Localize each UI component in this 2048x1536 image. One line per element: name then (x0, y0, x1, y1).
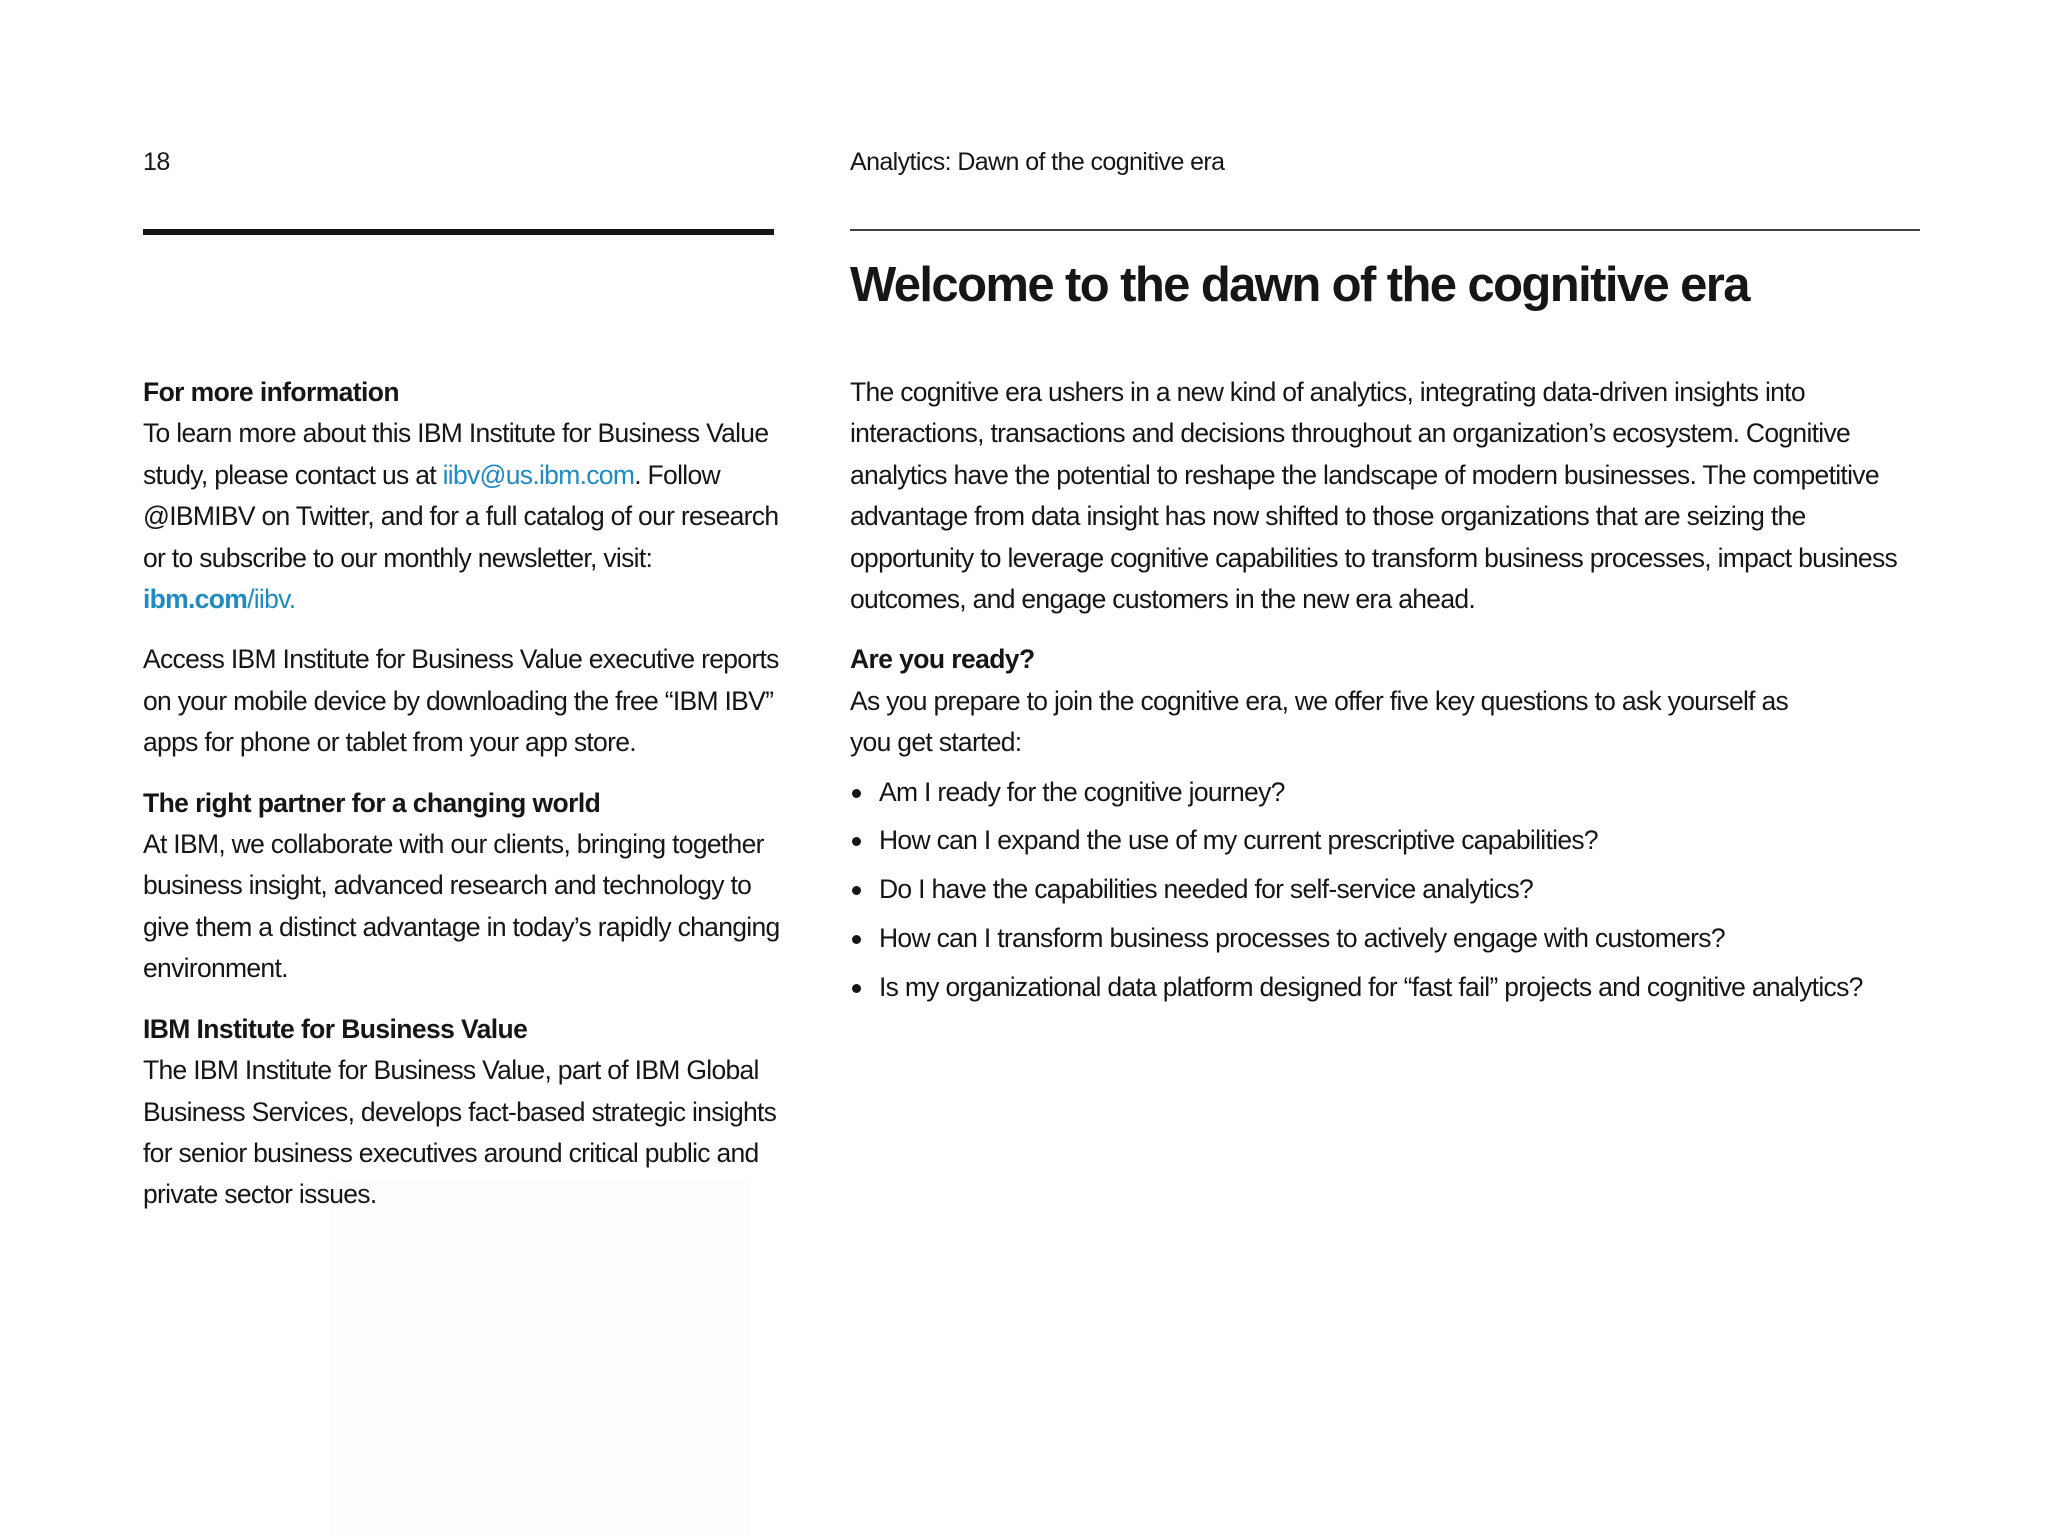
question-text: Is my organizational data platform designed for “fast fail” projects and cognitive analytics? (879, 971, 1863, 1002)
right-column-rule (850, 229, 1920, 231)
list-item (850, 918, 1930, 959)
bullet-icon (852, 837, 861, 846)
list-item (850, 967, 1930, 1008)
more-info-section (143, 372, 783, 620)
ready-section (850, 639, 1930, 763)
more-info-text-start: To learn more about this IBM Institute for Business Value study, please contact us at (143, 418, 769, 490)
more-info-text-middle: . Follow @IBMIBV on Twitter, and for a full catalog of our research or to subscribe to our monthly newsletter, visit: (143, 459, 779, 573)
mobile-apps-text: Access IBM Institute for Business Value executive reports on your mobile device by downloading the free “IBM IBV” apps for phone or tablet from your app store. (143, 644, 779, 758)
question-text: How can I expand the use of my current prescriptive capabilities? (879, 825, 1598, 856)
website-link-domain: ibm.com (143, 584, 248, 615)
questions-list (850, 772, 1930, 1009)
bullet-icon (852, 935, 861, 944)
page-title: Welcome to the dawn of the cognitive era (850, 258, 1749, 312)
email-link[interactable]: iibv@us.ibm.com (442, 459, 635, 490)
main-column (850, 372, 1930, 1016)
sidebar-column (143, 372, 783, 1235)
intro-text: The cognitive era ushers in a new kind of analytics, integrating data-driven insights into interactions, transactions and decisions throughout an organization’s ecosystem. Cognitive analytics have the potential to reshape the landscape of modern businesses. The competitive advantage from data insight has now shifted to those organizations that are seizing the opportunity to leverage cognitive capabilities to transform business processes, impact business outcomes, and engage customers in the new era ahead. (850, 377, 1898, 615)
running-head: Analytics: Dawn of the cognitive era (850, 148, 1225, 176)
bullet-icon (852, 886, 861, 895)
list-item (850, 869, 1930, 910)
more-info-text (143, 413, 783, 620)
ready-text: As you prepare to join the cognitive era, we offer five key questions to ask yourself as you get started: (850, 685, 1789, 758)
website-link[interactable] (143, 584, 295, 614)
list-item (850, 820, 1930, 861)
bullet-icon (852, 789, 861, 798)
question-text: Do I have the capabilities needed for self-service analytics? (879, 874, 1534, 905)
left-column-rule (143, 229, 774, 235)
intro-section (850, 372, 1930, 620)
institute-heading: IBM Institute for Business Value (143, 1013, 528, 1044)
bullet-icon (852, 984, 861, 993)
partner-section (143, 783, 783, 990)
question-text: Am I ready for the cognitive journey? (879, 776, 1285, 807)
website-link-path: /iibv. (247, 584, 296, 615)
list-item (850, 772, 1930, 813)
mobile-apps-section (143, 639, 783, 763)
page-number: 18 (143, 148, 170, 176)
partner-text: At IBM, we collaborate with our clients, bringing together business insight, advanced research and technology to give them a distinct advantage in today’s rapidly changing environment. (143, 829, 780, 984)
more-info-heading: For more information (143, 377, 399, 407)
institute-section (143, 1009, 783, 1216)
ready-heading: Are you ready? (850, 644, 1035, 675)
institute-text: The IBM Institute for Business Value, part of IBM Global Business Services, develops fact-based strategic insights for senior business executives around critical public and private sector issues. (143, 1055, 777, 1210)
partner-heading: The right partner for a changing world (143, 787, 601, 818)
question-text: How can I transform business processes to actively engage with customers? (879, 923, 1725, 954)
